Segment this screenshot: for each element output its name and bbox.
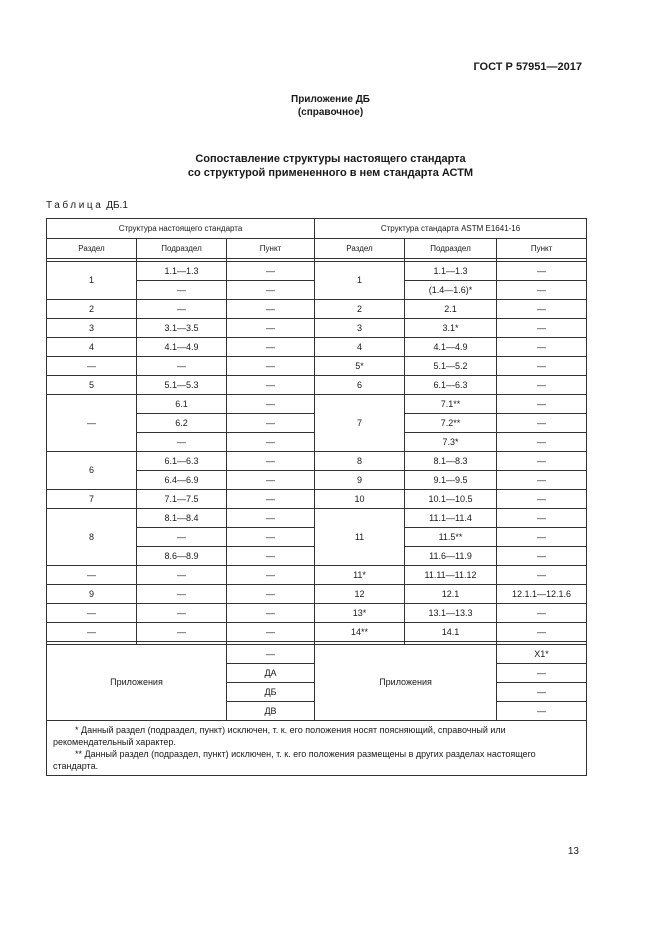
table-cell: 6.1 xyxy=(137,395,227,414)
table-cell: — xyxy=(497,414,587,433)
footnote-single-asterisk: * Данный раздел (подраздел, пункт) исключен, т. к. его положения носят поясняющий, справочный или рекомендательный характер. xyxy=(53,725,506,747)
table-cell: 7 xyxy=(315,395,405,452)
standard-designation: ГОСТ Р 57951—2017 xyxy=(473,61,582,73)
table-cell: 6.4—6.9 xyxy=(137,471,227,490)
table-cell: 8.1—8.3 xyxy=(405,452,497,471)
table-cell: — xyxy=(497,490,587,509)
table-cell: 12 xyxy=(315,585,405,604)
table-cell: 9.1—9.5 xyxy=(405,471,497,490)
table-cell: (1.4—1.6)* xyxy=(405,281,497,300)
table-cell: 6.1—6.3 xyxy=(137,452,227,471)
table-cell: 1.1—1.3 xyxy=(405,262,497,281)
table-cell: — xyxy=(497,509,587,528)
table-label xyxy=(46,200,128,211)
table-cell: 11.11—11.12 xyxy=(405,566,497,585)
table-cell: 8 xyxy=(315,452,405,471)
table-cell: 10 xyxy=(315,490,405,509)
table-footnotes xyxy=(47,721,587,776)
table-cell: — xyxy=(227,471,315,490)
table-row-annexes xyxy=(47,645,587,664)
table-cell: — xyxy=(47,604,137,623)
table-cell: — xyxy=(227,357,315,376)
table-row xyxy=(47,300,587,319)
table-label-word: Таблица xyxy=(46,200,104,211)
table-cell: 2 xyxy=(315,300,405,319)
table-cell: 7.2** xyxy=(405,414,497,433)
table-cell: — xyxy=(227,414,315,433)
table-cell: — xyxy=(497,623,587,642)
table-cell: — xyxy=(137,281,227,300)
table-cell: 4.1—4.9 xyxy=(137,338,227,357)
column-header: Пункт xyxy=(497,239,587,259)
column-header: Подраздел xyxy=(137,239,227,259)
table-row xyxy=(47,376,587,395)
table-cell: — xyxy=(137,604,227,623)
table-cell: — xyxy=(227,338,315,357)
table-cell: — xyxy=(137,566,227,585)
table-cell: — xyxy=(227,300,315,319)
table-cell: 6 xyxy=(315,376,405,395)
table-cell: 3 xyxy=(47,319,137,338)
table-cell: — xyxy=(497,319,587,338)
table-cell: 1 xyxy=(315,262,405,300)
table-cell: — xyxy=(137,585,227,604)
table-cell: 5.1—5.3 xyxy=(137,376,227,395)
table-cell: 7 xyxy=(47,490,137,509)
table-cell: — xyxy=(497,566,587,585)
table-cell: — xyxy=(497,664,587,683)
table-cell: — xyxy=(137,357,227,376)
table-cell: 12.1.1—12.1.6 xyxy=(497,585,587,604)
table-cell: 11.5** xyxy=(405,528,497,547)
table-row xyxy=(47,262,587,281)
table-cell: — xyxy=(497,702,587,721)
table-cell: — xyxy=(497,395,587,414)
table-cell: 5 xyxy=(47,376,137,395)
annex-heading xyxy=(0,93,661,119)
table-cell: 3.1—3.5 xyxy=(137,319,227,338)
table-cell: — xyxy=(137,433,227,452)
table-cell: 1 xyxy=(47,262,137,300)
comparison-table xyxy=(46,218,587,776)
table-cell: — xyxy=(227,376,315,395)
table-cell: — xyxy=(227,604,315,623)
table-row xyxy=(47,566,587,585)
table-cell: — xyxy=(497,604,587,623)
table-row xyxy=(47,623,587,642)
table-cell: 3 xyxy=(315,319,405,338)
annexes-label-right: Приложения xyxy=(315,645,497,721)
table-cell: — xyxy=(497,471,587,490)
table-cell: 8 xyxy=(47,509,137,566)
table-cell: 8.6—8.9 xyxy=(137,547,227,566)
table-cell: — xyxy=(137,528,227,547)
table-cell: 5* xyxy=(315,357,405,376)
table-cell: — xyxy=(497,376,587,395)
table-cell: — xyxy=(227,585,315,604)
annex-subtitle: (справочное) xyxy=(297,107,364,118)
table-cell: — xyxy=(47,566,137,585)
table-cell: 4 xyxy=(315,338,405,357)
table-label-number: ДБ.1 xyxy=(106,200,128,211)
annexes-label-left: Приложения xyxy=(47,645,227,721)
table-cell: 7.1—7.5 xyxy=(137,490,227,509)
table-cell: — xyxy=(227,547,315,566)
table-row xyxy=(47,604,587,623)
table-cell: 6.1—6.3 xyxy=(405,376,497,395)
table-cell: 12.1 xyxy=(405,585,497,604)
table-cell: 9 xyxy=(47,585,137,604)
table-cell: 4.1—4.9 xyxy=(405,338,497,357)
table-row xyxy=(47,395,587,414)
table-cell: 6 xyxy=(47,452,137,490)
table-cell: — xyxy=(497,338,587,357)
table-cell: 11* xyxy=(315,566,405,585)
table-cell: 6.2 xyxy=(137,414,227,433)
table-cell: — xyxy=(47,395,137,452)
table-cell: — xyxy=(137,300,227,319)
table-cell: 11.6—11.9 xyxy=(405,547,497,566)
table-row xyxy=(47,509,587,528)
table-cell: — xyxy=(227,281,315,300)
table-cell: — xyxy=(137,623,227,642)
table-cell: — xyxy=(227,566,315,585)
table-cell: — xyxy=(227,509,315,528)
table-cell: ДА xyxy=(227,664,315,683)
table-cell: — xyxy=(47,357,137,376)
table-cell: 5.1—5.2 xyxy=(405,357,497,376)
table-cell: — xyxy=(497,683,587,702)
section-title-line-2: со структурой примененного в нем стандарта АСТМ xyxy=(187,167,474,179)
table-cell: — xyxy=(497,357,587,376)
group-header-this-standard: Структура настоящего стандарта xyxy=(47,219,315,239)
table-cell: 11 xyxy=(315,509,405,566)
page-number: 13 xyxy=(567,846,579,857)
table-cell: X1* xyxy=(497,645,587,664)
group-header-astm-standard: Структура стандарта ASTM E1641-16 xyxy=(315,219,587,239)
table-cell: 2.1 xyxy=(405,300,497,319)
column-header: Раздел xyxy=(315,239,405,259)
column-header: Раздел xyxy=(47,239,137,259)
annex-title: Приложение ДБ xyxy=(291,94,370,105)
table-cell: 10.1—10.5 xyxy=(405,490,497,509)
table-row xyxy=(47,585,587,604)
table-cell: 14** xyxy=(315,623,405,642)
table-cell: — xyxy=(227,645,315,664)
table-cell: 7.3* xyxy=(405,433,497,452)
table-cell: — xyxy=(497,452,587,471)
table-column-header-row xyxy=(47,239,587,259)
table-cell: ДВ xyxy=(227,702,315,721)
table-cell: 2 xyxy=(47,300,137,319)
table-cell: 7.1** xyxy=(405,395,497,414)
footnote-double-asterisk: ** Данный раздел (подраздел, пункт) исключен, т. к. его положения размещены в других разделах настоящего стандарта. xyxy=(53,749,536,771)
table-cell: — xyxy=(47,623,137,642)
table-cell: 3.1* xyxy=(405,319,497,338)
table-cell: 1.1—1.3 xyxy=(137,262,227,281)
column-header: Пункт xyxy=(227,239,315,259)
table-cell: — xyxy=(227,395,315,414)
table-row xyxy=(47,490,587,509)
column-header: Подраздел xyxy=(405,239,497,259)
table-cell: — xyxy=(227,319,315,338)
table-cell: — xyxy=(227,490,315,509)
table-cell: 13.1—13.3 xyxy=(405,604,497,623)
table-cell: — xyxy=(227,528,315,547)
table-row xyxy=(47,357,587,376)
table-cell: — xyxy=(497,433,587,452)
table-cell: 4 xyxy=(47,338,137,357)
table-cell: 8.1—8.4 xyxy=(137,509,227,528)
table-cell: — xyxy=(497,528,587,547)
table-cell: — xyxy=(227,262,315,281)
table-cell: — xyxy=(497,262,587,281)
table-cell: — xyxy=(227,452,315,471)
table-cell: 11.1—11.4 xyxy=(405,509,497,528)
section-title xyxy=(0,152,661,180)
table-cell: 13* xyxy=(315,604,405,623)
table-footnotes-row xyxy=(47,721,587,776)
table-cell: — xyxy=(227,433,315,452)
table-row xyxy=(47,338,587,357)
table-cell: 9 xyxy=(315,471,405,490)
table-cell: ДБ xyxy=(227,683,315,702)
table-group-header-row xyxy=(47,219,587,239)
table-row xyxy=(47,452,587,471)
table-cell: — xyxy=(497,300,587,319)
section-title-line-1: Сопоставление структуры настоящего стандарта xyxy=(195,153,466,165)
table-row xyxy=(47,319,587,338)
table-cell: — xyxy=(497,281,587,300)
table-cell: 14.1 xyxy=(405,623,497,642)
table-cell: — xyxy=(497,547,587,566)
table-cell: — xyxy=(227,623,315,642)
